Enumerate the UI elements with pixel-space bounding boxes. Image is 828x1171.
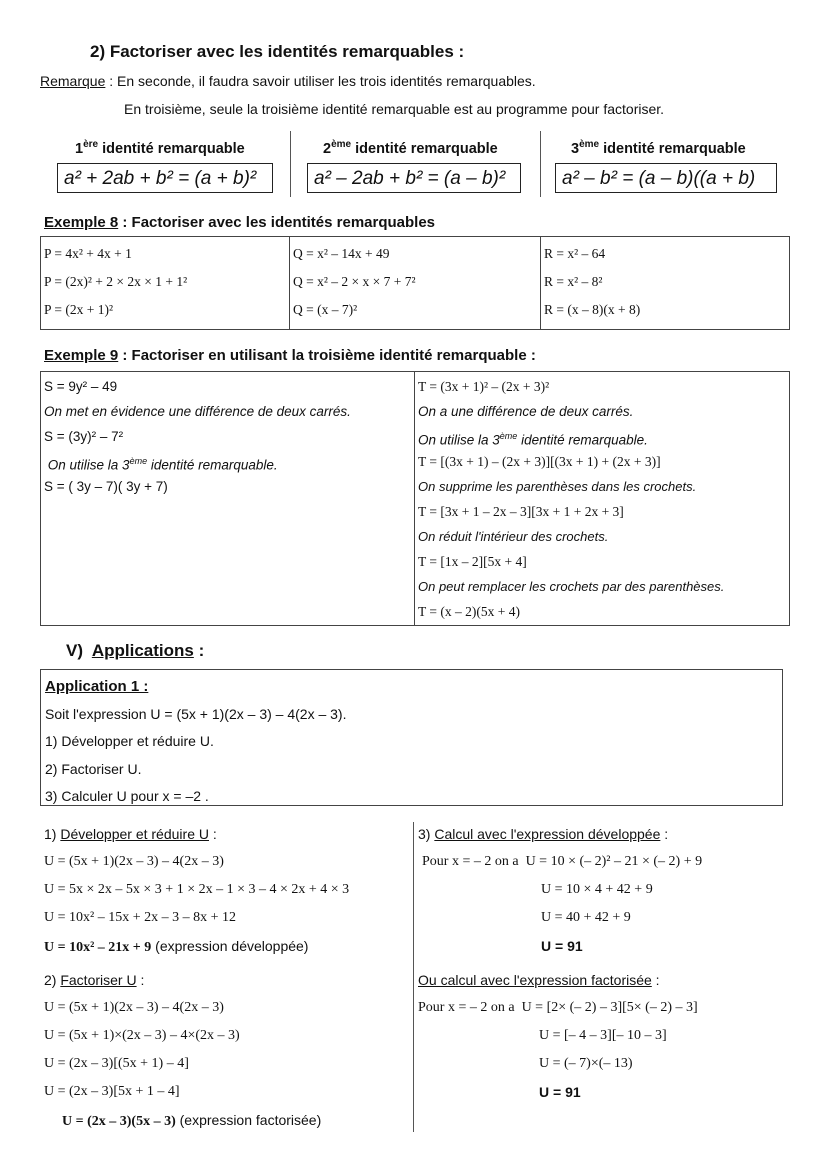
section-title-text: Applications — [91, 641, 194, 660]
divider — [290, 131, 291, 197]
text: 3) — [418, 826, 435, 842]
note: (expression développée) — [151, 938, 309, 954]
identity-title — [571, 139, 746, 157]
identity-formula-text: a² – 2ab + b² = (a – b)² — [314, 168, 506, 189]
table-cell — [290, 237, 541, 330]
math-line — [418, 848, 702, 876]
text: U = [2× (– 2) – 3][5× (– 2) – 3] — [521, 1000, 698, 1015]
text: : — [208, 826, 217, 842]
identity-3 — [553, 131, 783, 197]
identity-formula — [57, 163, 273, 193]
result: U = 91 — [541, 938, 583, 954]
text: Développer et réduire U — [60, 826, 209, 842]
text: 1) — [44, 826, 61, 842]
math-line: U = (5x + 1)(2x – 3) – 4(2x – 3) — [44, 854, 224, 869]
table-cell — [415, 372, 790, 626]
text: : — [660, 826, 669, 842]
identity-num: 3 — [571, 140, 580, 157]
remark-line-1 — [40, 73, 536, 89]
identity-formula-text: a² – b² = (a – b)((a + b) — [562, 168, 756, 189]
math-line: U = (2x – 3)[5x + 1 – 4] — [44, 1084, 180, 1099]
identity-label: identité remarquable — [599, 140, 746, 157]
text: Factoriser U — [60, 972, 137, 988]
explanation-line — [44, 449, 411, 474]
identity-formula-text: a² + 2ab + b² = (a + b)² — [64, 168, 257, 189]
text: identité remarquable. — [517, 432, 648, 448]
math-line: U = 40 + 42 + 9 — [541, 910, 631, 925]
math-line: U = (– 7)×(– 13) — [539, 1056, 633, 1071]
math-line: U = (5x + 1)(2x – 3) – 4(2x – 3) — [44, 1000, 224, 1015]
math-line — [44, 1106, 321, 1134]
identity-num: 2 — [323, 140, 332, 157]
math-line: T = [(3x + 1) – (2x + 3)][(3x + 1) + (2x + 3)] — [418, 454, 661, 469]
text: 2) — [44, 972, 61, 988]
application-line: 2) Factoriser U. — [45, 760, 142, 777]
math-line: P = (2x + 1)² — [44, 302, 114, 317]
example-title-text: : Factoriser en utilisant la troisième identité remarquable : — [118, 347, 536, 364]
note: (expression factorisée) — [175, 1112, 322, 1128]
identity-2 — [305, 131, 535, 197]
math-line: T = [1x – 2][5x + 4] — [418, 554, 527, 569]
explanation-line: On met en évidence une différence de deux carrés. — [44, 404, 351, 419]
example-9-table — [40, 371, 790, 626]
section-colon: : — [193, 641, 205, 660]
math-line: U = 10 × 4 + 42 + 9 — [541, 882, 653, 897]
example-8-title — [44, 214, 435, 231]
identity-formula — [555, 163, 777, 193]
math-line: T = (x – 2)(5x + 4) — [418, 604, 520, 619]
section-title — [90, 42, 464, 62]
text: identité remarquable. — [147, 457, 278, 473]
sup: ème — [499, 431, 518, 441]
remark-label: Remarque — [40, 73, 106, 89]
text: : — [136, 972, 145, 988]
explanation-line: On peut remplacer les crochets par des parenthèses. — [418, 579, 725, 594]
explanation-line: On réduit l'intérieur des crochets. — [418, 529, 609, 544]
math-line: S = (3y)² – 7² — [44, 429, 124, 444]
identity-sup: ème — [579, 139, 600, 150]
solution-heading — [44, 966, 321, 994]
example-label: Exemple 9 — [44, 347, 119, 364]
solution-factor — [44, 966, 321, 1134]
math-line: S = 9y² – 49 — [44, 379, 118, 394]
text: On utilise la 3 — [47, 457, 130, 473]
remark-text-1: : En seconde, il faudra savoir utiliser les trois identités remarquables. — [105, 73, 536, 89]
table-cell — [41, 237, 290, 330]
identity-title — [75, 139, 245, 157]
math-line: T = (3x + 1)² – (2x + 3)² — [418, 379, 550, 394]
math-line: P = 4x² + 4x + 1 — [44, 246, 132, 261]
application-title: Application 1 : — [45, 678, 149, 695]
application-line: 3) Calculer U pour x = –2 . — [45, 788, 209, 804]
text: Pour x = – 2 on a — [422, 854, 519, 869]
result: U = 91 — [539, 1084, 581, 1100]
text: U = 10 × (– 2)² – 21 × (– 2) + 9 — [525, 854, 703, 869]
application-box — [40, 669, 783, 806]
math-line: U = 10x² – 15x + 2x – 3 – 8x + 12 — [44, 910, 236, 925]
remark-line-2: En troisième, seule la troisième identité remarquable est au programme pour factoriser. — [124, 101, 665, 117]
application-line: 1) Développer et réduire U. — [45, 733, 214, 749]
solution-calc-factored — [418, 966, 698, 1106]
section-v-title — [66, 641, 204, 661]
math-line — [418, 994, 698, 1022]
table-cell — [541, 237, 790, 330]
application-line: Soit l'expression U = (5x + 1)(2x – 3) – 4(2x – 3). — [45, 705, 347, 722]
math-line — [44, 932, 349, 960]
math-line: R = x² – 8² — [544, 274, 603, 289]
identity-sup: ère — [83, 139, 99, 150]
divider — [413, 822, 414, 1132]
text: Calcul avec l'expression développée — [434, 826, 661, 842]
math-line: R = x² – 64 — [544, 246, 606, 261]
solution-develop — [44, 820, 349, 960]
divider — [540, 131, 541, 197]
example-label: Exemple 8 — [44, 214, 119, 231]
example-8-table — [40, 236, 790, 330]
math-line: U = (5x + 1)×(2x – 3) – 4×(2x – 3) — [44, 1028, 240, 1043]
text: On utilise la 3 — [418, 432, 500, 448]
identity-sup: ème — [331, 139, 352, 150]
example-title-text: : Factoriser avec les identités remarquables — [118, 214, 436, 231]
identity-formula — [307, 163, 521, 193]
text: Ou calcul avec l'expression factorisée — [418, 972, 652, 988]
explanation-line — [418, 424, 786, 449]
math-line: S = ( 3y – 7)( 3y + 7) — [44, 479, 168, 494]
result: U = (2x – 3)(5x – 3) — [62, 1114, 176, 1129]
explanation-line: On a une différence de deux carrés. — [418, 404, 634, 419]
solution-calc-developed — [418, 820, 702, 960]
math-line: Q = x² – 2 × x × 7 + 7² — [293, 274, 416, 289]
math-line: Q = (x – 7)² — [293, 302, 358, 317]
identity-label: identité remarquable — [98, 140, 245, 157]
identity-label: identité remarquable — [351, 140, 498, 157]
text: Pour x = – 2 on a — [418, 1000, 515, 1015]
identity-1 — [55, 131, 285, 197]
math-line: U = 5x × 2x – 5x × 3 + 1 × 2x – 1 × 3 – 4 × 2x + 4 × 3 — [44, 882, 350, 897]
math-line: U = [– 4 – 3][– 10 – 3] — [539, 1028, 667, 1043]
example-9-title — [44, 347, 536, 364]
section-num: V) — [66, 641, 83, 660]
table-cell — [41, 372, 415, 626]
solution-heading — [418, 820, 702, 848]
explanation-line: On supprime les parenthèses dans les crochets. — [418, 479, 697, 494]
math-line: Q = x² – 14x + 49 — [293, 246, 390, 261]
math-line: R = (x – 8)(x + 8) — [544, 302, 641, 317]
math-line: T = [3x + 1 – 2x – 3][3x + 1 + 2x + 3] — [418, 504, 624, 519]
solution-heading — [418, 966, 698, 994]
text: : — [651, 972, 660, 988]
identity-num: 1 — [75, 140, 84, 157]
section-title-text: 2) Factoriser avec les identités remarquables : — [90, 42, 465, 61]
math-line: U = (2x – 3)[(5x + 1) – 4] — [44, 1056, 189, 1071]
sup: ème — [129, 456, 148, 466]
math-line: P = (2x)² + 2 × 2x × 1 + 1² — [44, 274, 188, 289]
result: U = 10x² – 21x + 9 — [44, 940, 152, 955]
solution-heading — [44, 820, 349, 848]
identity-title — [323, 139, 498, 157]
